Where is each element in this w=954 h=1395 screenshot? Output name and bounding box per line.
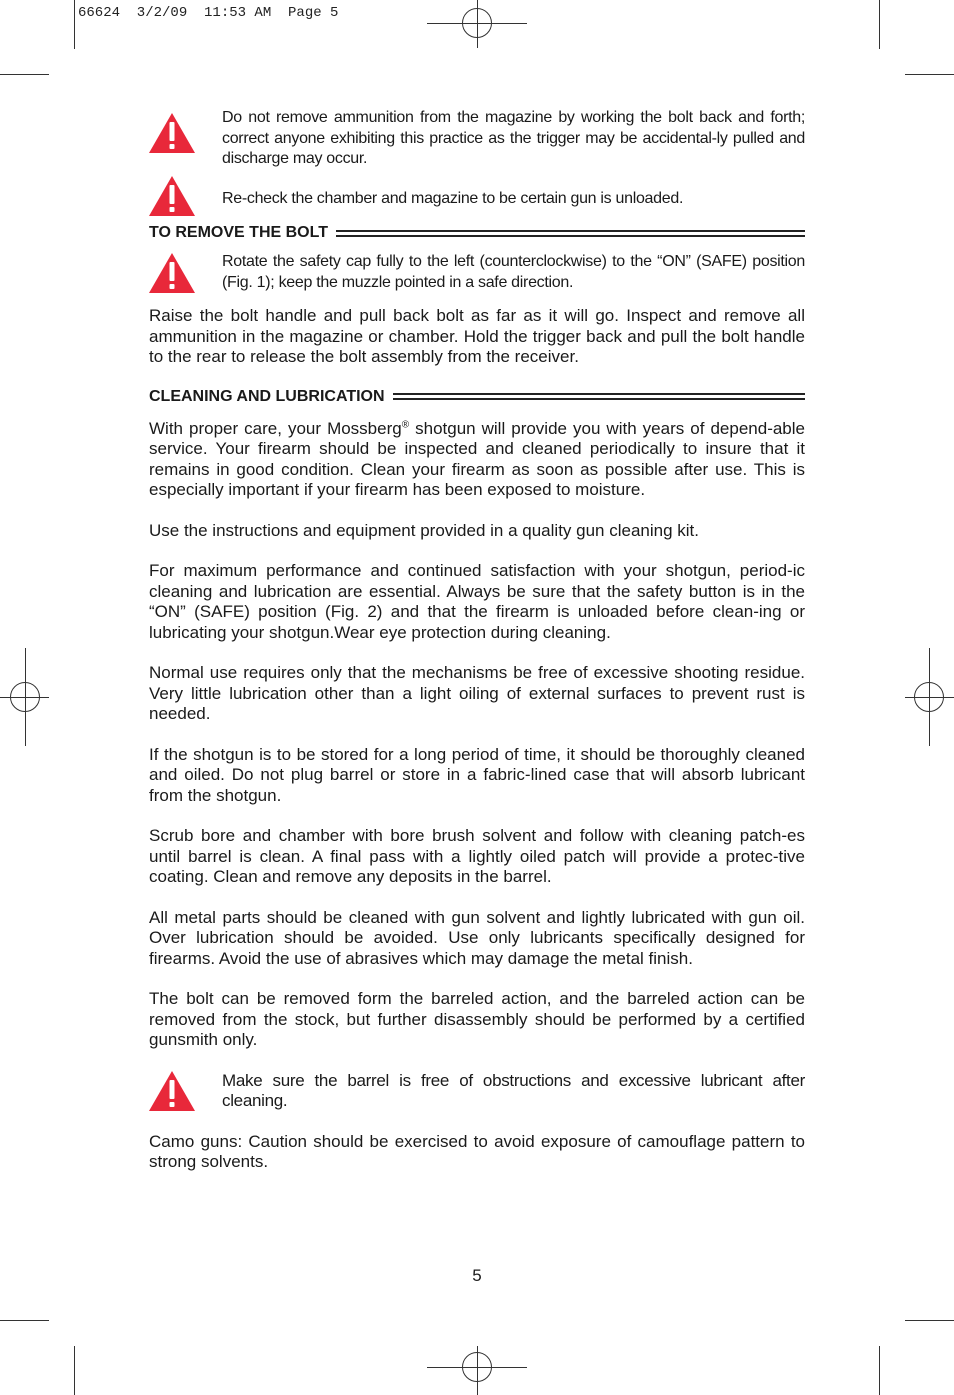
section-heading-cleaning: CLEANING AND LUBRICATION (149, 387, 805, 407)
paragraph: All metal parts should be cleaned with gun solvent and lightly lubricated with gun oil. Over lubrication should be avoided. Use only lubricants specifically designed for firearms. Avoid the use of abrasives which may damage the metal finish. (149, 907, 805, 968)
paragraph: If the shotgun is to be stored for a long period of time, it should be thoroughly cleaned and oiled. Do not plug barrel or store in a fabric-lined case that will absorb lubricant from the shotgun. (149, 744, 805, 805)
warning-triangle-icon (149, 1071, 195, 1111)
page-content (149, 108, 805, 1173)
section-heading-remove-bolt: TO REMOVE THE BOLT (149, 223, 805, 243)
page-number: 5 (472, 1266, 482, 1285)
paragraph: Camo guns: Caution should be exercised to avoid exposure of camouflage pattern to strong solvents. (149, 1131, 805, 1171)
paragraph: Scrub bore and chamber with bore brush solvent and follow with cleaning patch-es until barrel is clean. A final pass with a lightly oiled patch will provide a protec-tive coating. Clean and remove any deposits in the barrel. (149, 826, 805, 886)
crop-mark-top-right-h (905, 74, 954, 75)
warning-text: Rotate the safety cap fully to the left (counterclockwise) to the “ON” (SAFE) position (Fig. 1); keep the muzzle pointed in a safe direction. (222, 253, 805, 291)
warning-text: Do not remove ammunition from the magazine by working the bolt back and forth; correct anyone exhibiting this practice as the trigger may be accidental-ly pulled and discharge may occur. (222, 109, 805, 167)
warning-block (149, 252, 805, 293)
paragraph: Raise the bolt handle and pull back bolt as far as it will go. Inspect and remove all ammunition in the magazine or chamber. Hold the trigger back and pull the bolt handle to the rear to release the bolt assembly from the receiver. (149, 306, 805, 366)
crop-mark-bottom-left-v (74, 1346, 75, 1395)
crop-mark-top-left-h (0, 74, 49, 75)
crop-mark-bottom-right-v (879, 1346, 880, 1395)
heading-double-rule (336, 230, 805, 237)
registered-mark: ® (401, 418, 410, 430)
warning-triangle-icon (149, 113, 195, 153)
warning-triangle-icon (149, 176, 195, 216)
warning-block (149, 189, 805, 215)
warning-block (149, 1071, 805, 1112)
paragraph: For maximum performance and continued satisfaction with your shotgun, period-ic cleaning and lubrication are essential. Always be sure that the safety button is in the “ON” (SAFE) position (Fig. 2) and that the firearm is unloaded before clean-ing or lubricating your shotgun.Wear eye protection during cleaning. (149, 561, 805, 642)
paragraph: With proper care, your Mossberg® shotgun will provide you with years of depend-able service. Your firearm should be inspected and cleaned periodically to insure that it remains in good condition. Clean your firearm as soon as possible after use. This is especially important if your firearm has been exposed to moisture. (149, 418, 805, 499)
heading-double-rule (393, 393, 805, 400)
print-slug: 66624 3/2/09 11:53 AM Page 5 (78, 5, 339, 21)
paragraph: Use the instructions and equipment provided in a quality gun cleaning kit. (149, 520, 700, 540)
crop-mark-top-left-v (74, 0, 75, 49)
paragraph: Normal use requires only that the mechanisms be free of excessive shooting residue. Very little lubrication other than a light oiling of external surfaces to prevent rust is needed. (149, 663, 805, 723)
paragraph: The bolt can be removed form the barreled action, and the barreled action can be removed from the stock, but further disassembly should be performed by a certified gunsmith only. (149, 989, 805, 1049)
crop-mark-bottom-right-h (905, 1320, 954, 1321)
warning-text: Make sure the barrel is free of obstructions and excessive lubricant after cleaning. (222, 1070, 805, 1110)
crop-mark-bottom-left-h (0, 1320, 49, 1321)
warning-text: Re-check the chamber and magazine to be certain gun is unloaded. (222, 190, 684, 207)
warning-block (149, 108, 805, 170)
warning-triangle-icon (149, 253, 195, 293)
crop-mark-top-right-v (879, 0, 880, 49)
